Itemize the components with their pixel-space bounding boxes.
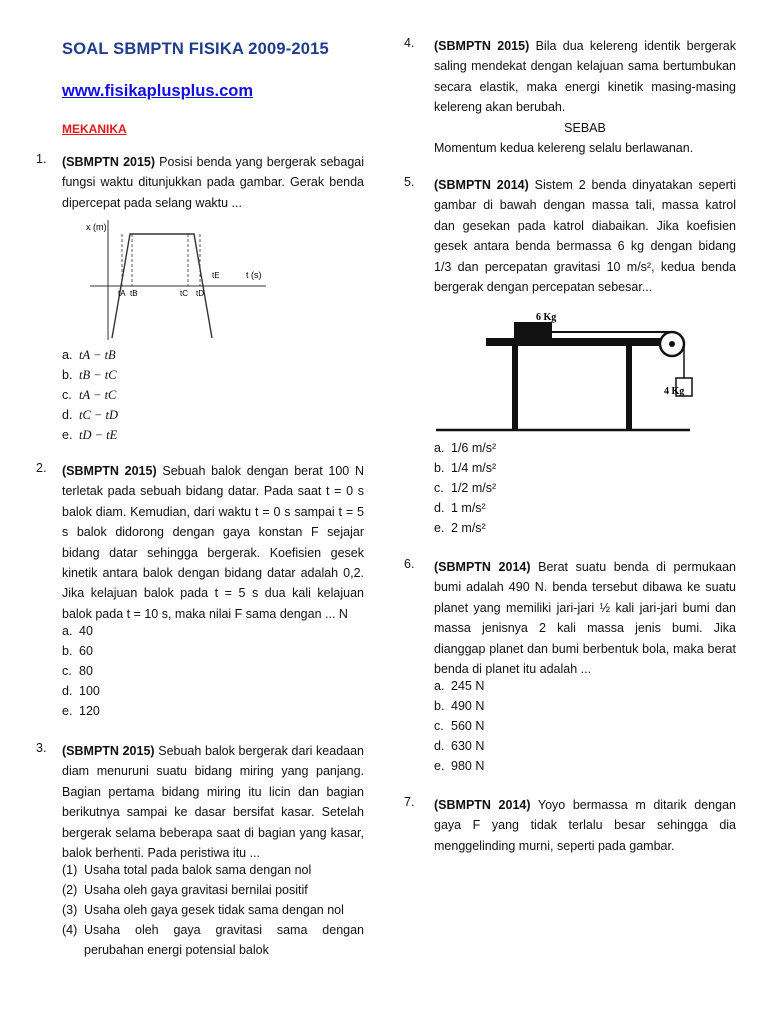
tick-label-tB: tB: [130, 289, 138, 298]
question-number: 6.: [404, 557, 415, 571]
option-letter: b.: [62, 644, 73, 658]
option-value: 630 N: [451, 739, 485, 753]
option-value: 1 m/s²: [451, 501, 486, 515]
option-letter: a.: [434, 441, 445, 455]
statement-item: [62, 920, 364, 960]
option-letter: e.: [434, 521, 445, 535]
option-value: tA − tB: [79, 348, 116, 362]
option-letter: c.: [62, 388, 72, 402]
x-axis-label: t (s): [246, 270, 262, 280]
question-number: 4.: [404, 36, 415, 50]
tick-label-tD: tD: [196, 289, 204, 298]
question-source: (SBMPTN 2015): [62, 744, 155, 758]
answer-option: [62, 405, 118, 425]
question-1-text: [62, 152, 364, 213]
question-body: Yoyo bermassa m ditarik dengan gaya F yang tidak terlalu besar sehingga dia menggelinding murni, seperti pada gambar.: [434, 798, 736, 853]
option-value: tA − tC: [79, 388, 117, 402]
answer-option: [434, 518, 496, 538]
question-number: 7.: [404, 795, 415, 809]
answer-option: [434, 438, 496, 458]
section-heading: MEKANIKA: [62, 122, 127, 136]
statement-number: (1): [62, 863, 78, 877]
reason-text: Momentum kedua kelereng selalu berlawanan.: [434, 141, 694, 156]
statement-text: Usaha oleh gaya gravitasi sama dengan perubahan energi potensial balok: [84, 923, 364, 957]
question-3-text: [62, 741, 364, 863]
mass-label-4kg: 4 Kg: [664, 386, 685, 397]
answer-option: [62, 385, 118, 405]
tick-label-tE: tE: [212, 271, 220, 280]
statement-item: [62, 900, 364, 920]
mass-label-6kg: 6 Kg: [536, 312, 557, 323]
answer-option: [62, 425, 118, 445]
answer-option: [434, 736, 484, 756]
option-letter: c.: [434, 481, 444, 495]
statement-text: Usaha total pada balok sama dengan nol: [84, 863, 312, 877]
question-7-text: [434, 795, 736, 856]
option-value: tB − tC: [79, 368, 117, 382]
answer-option: [434, 458, 496, 478]
option-value: 2 m/s²: [451, 521, 486, 535]
answer-option: [62, 681, 100, 701]
position-time-graph: [84, 212, 272, 344]
option-letter: b.: [434, 699, 445, 713]
answer-option: [434, 498, 496, 518]
tick-label-tC: tC: [180, 289, 188, 298]
question-source: (SBMPTN 2015): [62, 155, 156, 169]
pulley-system-figure: [432, 308, 694, 436]
question-body: Sebuah balok dengan berat 100 N terletak pada sebuah bidang datar. Pada saat t = 0 s balok diam. Kemudian, dari waktu t = 0 s sampai t = 5 s balok didorong dengan gaya konstan F sejajar bidang datar sehingga bergerak. Koefisien gesek kinetik antara balok dengan bidang datar adalah 0,2. Jika kelajuan balok pada t = 5 s dua kali kelajuan balok pada t = 10 s, maka nilai F sama dengan ... N: [62, 464, 365, 621]
question-number: 1.: [36, 152, 47, 166]
answer-option: [434, 716, 484, 736]
document-title: SOAL SBMPTN FISIKA 2009-2015: [62, 40, 329, 58]
website-link[interactable]: www.fisikaplusplus.com: [62, 82, 254, 100]
option-value: tC − tD: [79, 408, 118, 422]
question-body: Sebuah balok bergerak dari keadaan diam menuruni suatu bidang miring yang panjang. Bagian pertama bidang miring itu licin dan bagian berikutnya sampai ke dasar bersifat kasar. Setelah bergerak selama beberapa saat di bagian yang kasar, balok berhenti. Pada peristiwa itu ...: [62, 744, 364, 861]
option-value: 490 N: [451, 699, 485, 713]
option-letter: d.: [62, 408, 73, 422]
answer-option: [434, 478, 496, 498]
option-value: 60: [79, 644, 93, 658]
option-letter: e.: [434, 759, 445, 773]
question-5-options: [434, 438, 496, 538]
statement-text: Usaha oleh gaya gesek tidak sama dengan nol: [84, 903, 344, 917]
option-value: 1/2 m/s²: [451, 481, 497, 495]
option-value: 980 N: [451, 759, 485, 773]
option-letter: b.: [434, 461, 445, 475]
question-body: Berat suatu benda di permukaan bumi adalah 490 N. benda tersebut dibawa ke suatu planet yang memiliki jari-jari ½ kali jari-jari bumi dan massa jenisnya 2 kali massa jenis bumi. Jika dianggap planet dan bumi berbentuk bola, maka berat benda di planet itu adalah ...: [434, 560, 736, 677]
question-5-text: [434, 175, 736, 297]
statement-number: (2): [62, 883, 78, 897]
answer-option: [434, 676, 484, 696]
option-letter: d.: [434, 501, 445, 515]
answer-option: [62, 345, 118, 365]
question-source: (SBMPTN 2014): [434, 178, 529, 192]
option-value: 80: [79, 664, 93, 678]
question-6-text: [434, 557, 736, 679]
question-body: Sistem 2 benda dinyatakan seperti gambar di bawah dengan massa tali, massa katrol dan gesekan pada katrol diabaikan. Jika koefisien gesek antara benda bermassa 6 kg dengan bidang 1/3 dan percepatan gravitasi 10 m/s², kedua benda bergerak dengan percepatan sebesar...: [434, 178, 736, 295]
answer-option: [62, 365, 118, 385]
question-source: (SBMPTN 2015): [434, 39, 530, 53]
question-4-text: [434, 36, 736, 158]
statement-number: (3): [62, 903, 78, 917]
answer-option: [434, 756, 484, 776]
answer-option: [434, 696, 484, 716]
answer-option: [62, 621, 100, 641]
tick-label-tA: tA: [118, 289, 126, 298]
option-letter: a.: [434, 679, 445, 693]
option-value: 560 N: [451, 719, 485, 733]
question-body: Posisi benda yang bergerak sebagai fungsi waktu ditunjukkan pada gambar. Gerak benda dipercepat pada selang waktu ...: [62, 155, 364, 210]
question-6-options: [434, 676, 484, 776]
answer-option: [62, 701, 100, 721]
because-label: SEBAB: [564, 120, 606, 135]
option-letter: d.: [434, 739, 445, 753]
option-value: 100: [79, 684, 100, 698]
question-body: Bila dua kelereng identik bergerak saling mendekat dengan kelajuan sama bertumbukan secara elastik, maka energi kinetik masing-masing kelereng akan berubah.: [434, 39, 737, 115]
option-letter: e.: [62, 704, 73, 718]
option-value: 245 N: [451, 679, 485, 693]
question-number: 2.: [36, 461, 47, 475]
y-axis-label: x (m): [86, 222, 107, 232]
block-6kg: [514, 322, 552, 339]
option-letter: b.: [62, 368, 73, 382]
option-letter: a.: [62, 348, 73, 362]
question-1-options: [62, 345, 118, 445]
option-value: 40: [79, 624, 93, 638]
option-letter: d.: [62, 684, 73, 698]
statement-item: [62, 860, 364, 880]
question-2-text: [62, 461, 364, 624]
question-number: 5.: [404, 175, 415, 189]
option-value: 1/6 m/s²: [451, 441, 497, 455]
question-3-statements: [62, 860, 364, 960]
answer-option: [62, 661, 100, 681]
statement-text: Usaha oleh gaya gravitasi bernilai positif: [84, 883, 308, 897]
answer-option: [62, 641, 100, 661]
option-letter: a.: [62, 624, 73, 638]
statement-number: (4): [62, 923, 78, 937]
option-letter: c.: [62, 664, 72, 678]
question-source: (SBMPTN 2014): [434, 560, 531, 574]
question-number: 3.: [36, 741, 47, 755]
statement-item: [62, 880, 364, 900]
question-source: (SBMPTN 2014): [434, 798, 531, 812]
option-letter: c.: [434, 719, 444, 733]
option-value: 120: [79, 704, 100, 718]
question-source: (SBMPTN 2015): [62, 464, 157, 478]
option-value: tD − tE: [79, 428, 118, 442]
option-letter: e.: [62, 428, 73, 442]
question-2-options: [62, 621, 100, 721]
option-value: 1/4 m/s²: [451, 461, 497, 475]
